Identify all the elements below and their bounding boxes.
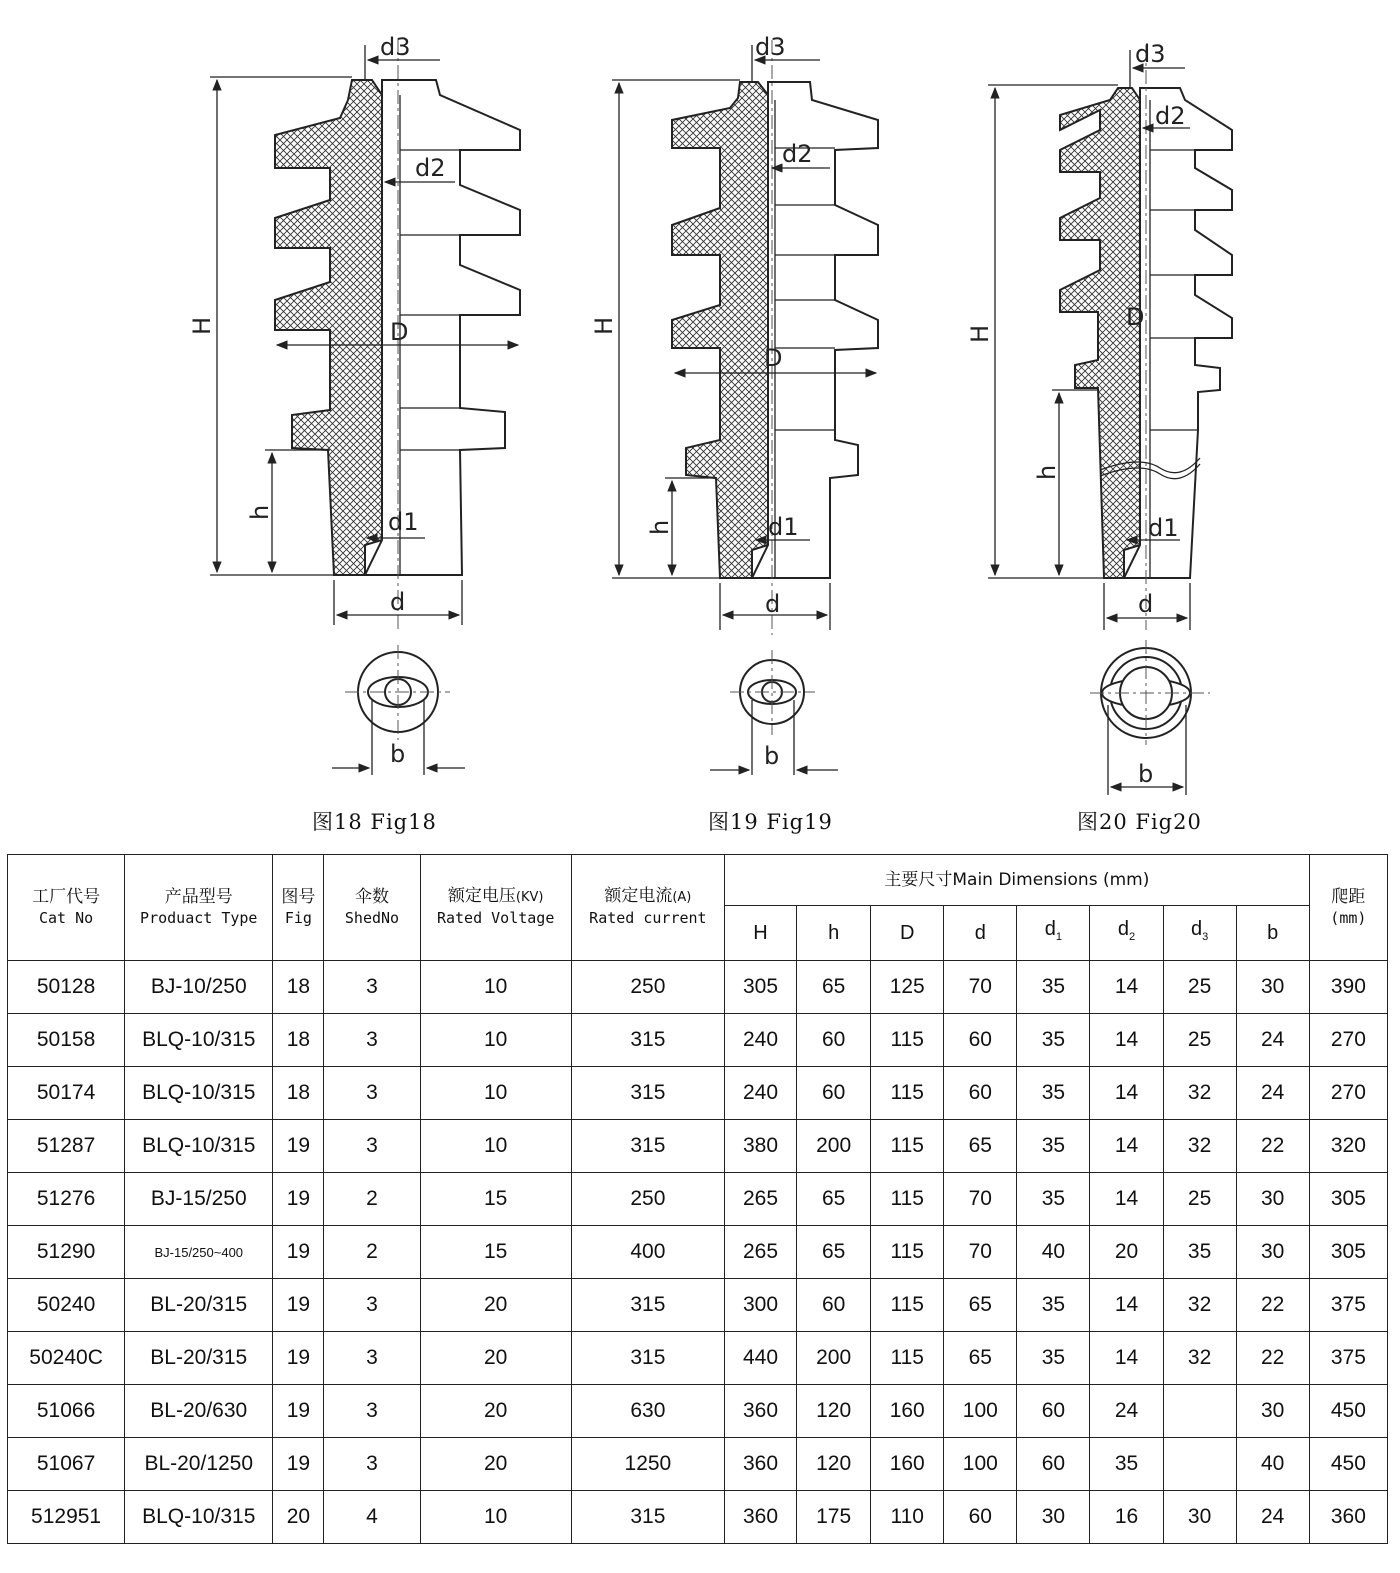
cell-creep: 305	[1309, 1226, 1387, 1279]
cell-fig: 19	[273, 1385, 324, 1438]
fig20-label-d3: d3	[1135, 40, 1166, 68]
cell-H: 240	[724, 1014, 796, 1067]
cell-d: 60	[944, 1491, 1017, 1544]
cell-d1: 60	[1017, 1438, 1090, 1491]
cell-creep: 375	[1309, 1279, 1387, 1332]
fig18-drawing	[188, 33, 520, 775]
header-row-1	[8, 855, 1388, 906]
cell-current: 315	[571, 1120, 724, 1173]
cell-H: 305	[724, 961, 796, 1014]
table-row	[8, 1491, 1388, 1544]
cell-D: 115	[871, 1279, 944, 1332]
cell-voltage: 20	[420, 1279, 571, 1332]
cell-d: 65	[944, 1332, 1017, 1385]
cell-shed: 3	[324, 1279, 420, 1332]
cell-d3: 25	[1163, 961, 1236, 1014]
cell-d: 70	[944, 1173, 1017, 1226]
cell-H: 360	[724, 1385, 796, 1438]
cell-h: 65	[797, 1226, 871, 1279]
cell-h: 60	[797, 1014, 871, 1067]
cell-creep: 450	[1309, 1385, 1387, 1438]
cell-d1: 60	[1017, 1385, 1090, 1438]
cell-shed: 3	[324, 1385, 420, 1438]
cell-creep: 450	[1309, 1438, 1387, 1491]
cell-d3: 25	[1163, 1014, 1236, 1067]
cell-b: 30	[1236, 1385, 1309, 1438]
cell-cat: 50174	[8, 1067, 125, 1120]
dim-header-d1: $d_1$	[1017, 906, 1090, 961]
cell-D: 160	[871, 1385, 944, 1438]
cell-d2: 14	[1090, 1332, 1163, 1385]
cell-voltage: 20	[420, 1332, 571, 1385]
fig18-label-b: b	[390, 740, 406, 768]
fig18-section	[275, 80, 382, 575]
cell-current: 1250	[571, 1438, 724, 1491]
cell-fig: 19	[273, 1332, 324, 1385]
fig20-bottom-view	[1090, 640, 1210, 795]
cell-creep: 270	[1309, 1067, 1387, 1120]
table-row	[8, 1385, 1388, 1438]
table-row	[8, 1438, 1388, 1491]
cell-h: 60	[797, 1279, 871, 1332]
cell-d3	[1163, 1385, 1236, 1438]
cell-H: 380	[724, 1120, 796, 1173]
dim-header-d2: $d_2$	[1090, 906, 1163, 961]
cell-d2: 14	[1090, 1067, 1163, 1120]
cell-d1: 40	[1017, 1226, 1090, 1279]
cell-cat: 50240C	[8, 1332, 125, 1385]
cell-d2: 14	[1090, 1014, 1163, 1067]
cell-d: 100	[944, 1385, 1017, 1438]
fig20-outline	[1124, 88, 1232, 578]
cell-current: 315	[571, 1332, 724, 1385]
cell-shed: 2	[324, 1226, 420, 1279]
cell-voltage: 10	[420, 1067, 571, 1120]
cell-fig: 19	[273, 1438, 324, 1491]
cell-fig: 18	[273, 1014, 324, 1067]
cell-D: 115	[871, 1226, 944, 1279]
cell-h: 200	[797, 1332, 871, 1385]
cell-voltage: 10	[420, 1014, 571, 1067]
cell-b: 24	[1236, 1067, 1309, 1120]
cell-d: 100	[944, 1438, 1017, 1491]
cell-h: 65	[797, 1173, 871, 1226]
cell-current: 315	[571, 1014, 724, 1067]
fig20-drawing	[966, 40, 1232, 795]
cell-d: 70	[944, 1226, 1017, 1279]
cell-d1: 35	[1017, 1014, 1090, 1067]
cell-current: 250	[571, 961, 724, 1014]
cell-voltage: 20	[420, 1385, 571, 1438]
cell-cat: 50158	[8, 1014, 125, 1067]
spec-table	[7, 854, 1388, 1544]
main-dimensions-header: 主要尺寸Main Dimensions (mm)	[724, 855, 1309, 906]
cell-type: BL-20/1250	[125, 1438, 273, 1491]
fig18-label-H: H	[188, 316, 216, 335]
fig19-label-h: h	[646, 519, 674, 535]
cell-type: BJ-10/250	[125, 961, 273, 1014]
cell-shed: 3	[324, 1438, 420, 1491]
cell-D: 160	[871, 1438, 944, 1491]
cell-current: 315	[571, 1491, 724, 1544]
cell-d3	[1163, 1438, 1236, 1491]
fig19-drawing	[590, 33, 878, 775]
cell-voltage: 15	[420, 1226, 571, 1279]
cell-h: 60	[797, 1067, 871, 1120]
cell-b: 40	[1236, 1438, 1309, 1491]
cell-voltage: 20	[420, 1438, 571, 1491]
cell-h: 120	[797, 1385, 871, 1438]
cell-d: 60	[944, 1067, 1017, 1120]
cell-D: 115	[871, 1120, 944, 1173]
cell-D: 125	[871, 961, 944, 1014]
cell-type: BLQ-10/315	[125, 1120, 273, 1173]
fig20-label-b: b	[1138, 760, 1154, 788]
table-row	[8, 1332, 1388, 1385]
cell-d3: 32	[1163, 1279, 1236, 1332]
cell-voltage: 10	[420, 961, 571, 1014]
fig20-label-d2: d2	[1155, 102, 1186, 130]
fig20-section	[1060, 88, 1140, 578]
fig20-label-H: H	[966, 324, 994, 343]
cell-b: 22	[1236, 1120, 1309, 1173]
cell-cat: 51287	[8, 1120, 125, 1173]
cell-fig: 18	[273, 961, 324, 1014]
cell-fig: 18	[273, 1067, 324, 1120]
cell-creep: 320	[1309, 1120, 1387, 1173]
cell-shed: 3	[324, 1067, 420, 1120]
cell-d: 65	[944, 1279, 1017, 1332]
table-row	[8, 961, 1388, 1014]
cell-b: 30	[1236, 1173, 1309, 1226]
cell-b: 22	[1236, 1279, 1309, 1332]
cell-H: 440	[724, 1332, 796, 1385]
col-type-header: 产品型号 Produact Type	[125, 855, 273, 961]
cell-d: 65	[944, 1120, 1017, 1173]
cell-h: 120	[797, 1438, 871, 1491]
cell-creep: 375	[1309, 1332, 1387, 1385]
cell-voltage: 15	[420, 1173, 571, 1226]
cell-d1: 30	[1017, 1491, 1090, 1544]
cell-d1: 35	[1017, 1120, 1090, 1173]
fig19-label-d1: d1	[768, 513, 799, 541]
cell-d3: 32	[1163, 1332, 1236, 1385]
dim-header-b: b	[1236, 906, 1309, 961]
cell-type: BLQ-10/315	[125, 1067, 273, 1120]
col-cat-header: 工厂代号 Cat No	[8, 855, 125, 961]
fig19-label-d2: d2	[782, 140, 813, 168]
cell-d1: 35	[1017, 1332, 1090, 1385]
cell-current: 250	[571, 1173, 724, 1226]
fig20-label-d1: d1	[1148, 514, 1179, 542]
fig19-section	[672, 82, 768, 578]
cell-fig: 19	[273, 1226, 324, 1279]
cell-fig: 19	[273, 1173, 324, 1226]
fig19-bottom-view	[710, 650, 838, 775]
col-current-header: 额定电流(A) Rated current	[571, 855, 724, 961]
table-row	[8, 1014, 1388, 1067]
fig18-label-d: d	[390, 588, 406, 616]
table-row	[8, 1067, 1388, 1120]
cell-creep: 390	[1309, 961, 1387, 1014]
cell-d2: 24	[1090, 1385, 1163, 1438]
cell-cat: 50240	[8, 1279, 125, 1332]
cell-d3: 30	[1163, 1491, 1236, 1544]
cell-cat: 51290	[8, 1226, 125, 1279]
cell-H: 300	[724, 1279, 796, 1332]
cell-fig: 19	[273, 1279, 324, 1332]
cell-shed: 2	[324, 1173, 420, 1226]
cell-fig: 19	[273, 1120, 324, 1173]
fig18-caption: 图18 Fig18	[312, 810, 437, 834]
cell-current: 315	[571, 1067, 724, 1120]
fig18-label-d3: d3	[380, 33, 411, 61]
fig18-bottom-view	[332, 645, 465, 775]
cell-voltage: 10	[420, 1120, 571, 1173]
cell-cat: 51276	[8, 1173, 125, 1226]
cell-b: 30	[1236, 961, 1309, 1014]
cell-d1: 35	[1017, 1279, 1090, 1332]
cell-voltage: 10	[420, 1491, 571, 1544]
fig19-label-b: b	[764, 742, 780, 770]
cell-D: 115	[871, 1173, 944, 1226]
dim-header-d: d	[944, 906, 1017, 961]
cell-H: 265	[724, 1173, 796, 1226]
cell-b: 30	[1236, 1226, 1309, 1279]
fig20-caption: 图20 Fig20	[1077, 810, 1202, 834]
cell-creep: 270	[1309, 1014, 1387, 1067]
fig18-label-h: h	[246, 504, 274, 520]
cell-h: 200	[797, 1120, 871, 1173]
dim-header-d3: $d_3$	[1163, 906, 1236, 961]
cell-d3: 25	[1163, 1173, 1236, 1226]
cell-d2: 14	[1090, 1120, 1163, 1173]
dim-header-H: H	[724, 906, 796, 961]
cell-creep: 360	[1309, 1491, 1387, 1544]
fig18-label-d2: d2	[415, 154, 446, 182]
cell-type: BJ-15/250~400	[125, 1226, 273, 1279]
cell-current: 400	[571, 1226, 724, 1279]
cell-type: BJ-15/250	[125, 1173, 273, 1226]
cell-shed: 3	[324, 1014, 420, 1067]
fig19-outline	[752, 82, 878, 578]
cell-cat: 512951	[8, 1491, 125, 1544]
cell-d2: 16	[1090, 1491, 1163, 1544]
fig19-label-H: H	[590, 316, 618, 335]
cell-cat: 51067	[8, 1438, 125, 1491]
fig18-label-D: D	[390, 318, 409, 346]
cell-d1: 35	[1017, 1067, 1090, 1120]
table-row	[8, 1173, 1388, 1226]
table-row	[8, 1279, 1388, 1332]
cell-shed: 4	[324, 1491, 420, 1544]
cell-fig: 20	[273, 1491, 324, 1544]
cell-D: 110	[871, 1491, 944, 1544]
cell-D: 115	[871, 1332, 944, 1385]
cell-shed: 3	[324, 961, 420, 1014]
cell-D: 115	[871, 1014, 944, 1067]
cell-D: 115	[871, 1067, 944, 1120]
cell-d: 60	[944, 1014, 1017, 1067]
cell-h: 175	[797, 1491, 871, 1544]
table-row	[8, 1226, 1388, 1279]
cell-H: 265	[724, 1226, 796, 1279]
cell-current: 630	[571, 1385, 724, 1438]
cell-b: 24	[1236, 1491, 1309, 1544]
cell-shed: 3	[324, 1332, 420, 1385]
cell-d2: 14	[1090, 961, 1163, 1014]
cell-type: BL-20/315	[125, 1279, 273, 1332]
cell-H: 240	[724, 1067, 796, 1120]
dim-header-D: D	[871, 906, 944, 961]
cell-H: 360	[724, 1491, 796, 1544]
fig19-label-d: d	[765, 590, 781, 618]
cell-d3: 32	[1163, 1067, 1236, 1120]
col-shed-header: 伞数 ShedNo	[324, 855, 420, 961]
fig19-label-D: D	[764, 344, 783, 372]
cell-d2: 20	[1090, 1226, 1163, 1279]
cell-d3: 35	[1163, 1226, 1236, 1279]
fig18-label-d1: d1	[388, 508, 419, 536]
col-fig-header: 图号 Fig	[273, 855, 324, 961]
cell-H: 360	[724, 1438, 796, 1491]
fig20-label-D: D	[1126, 303, 1145, 331]
cell-type: BL-20/630	[125, 1385, 273, 1438]
cell-type: BLQ-10/315	[125, 1491, 273, 1544]
col-voltage-header: 额定电压(KV) Rated Voltage	[420, 855, 571, 961]
cell-shed: 3	[324, 1120, 420, 1173]
cell-type: BL-20/315	[125, 1332, 273, 1385]
cell-d2: 14	[1090, 1279, 1163, 1332]
fig19-caption: 图19 Fig19	[708, 810, 833, 834]
table-row	[8, 1120, 1388, 1173]
cell-d1: 35	[1017, 1173, 1090, 1226]
cell-d1: 35	[1017, 961, 1090, 1014]
col-creep-header: 爬距 (mm)	[1309, 855, 1387, 961]
cell-cat: 51066	[8, 1385, 125, 1438]
fig20-label-h: h	[1033, 464, 1061, 480]
fig19-label-d3: d3	[755, 33, 786, 61]
cell-b: 22	[1236, 1332, 1309, 1385]
fig20-label-d: d	[1138, 590, 1154, 618]
cell-cat: 50128	[8, 961, 125, 1014]
cell-d3: 32	[1163, 1120, 1236, 1173]
cell-creep: 305	[1309, 1173, 1387, 1226]
cell-current: 315	[571, 1279, 724, 1332]
cell-d2: 35	[1090, 1438, 1163, 1491]
cell-d2: 14	[1090, 1173, 1163, 1226]
cell-b: 24	[1236, 1014, 1309, 1067]
cell-d: 70	[944, 961, 1017, 1014]
cell-h: 65	[797, 961, 871, 1014]
dim-header-h: h	[797, 906, 871, 961]
cell-type: BLQ-10/315	[125, 1014, 273, 1067]
